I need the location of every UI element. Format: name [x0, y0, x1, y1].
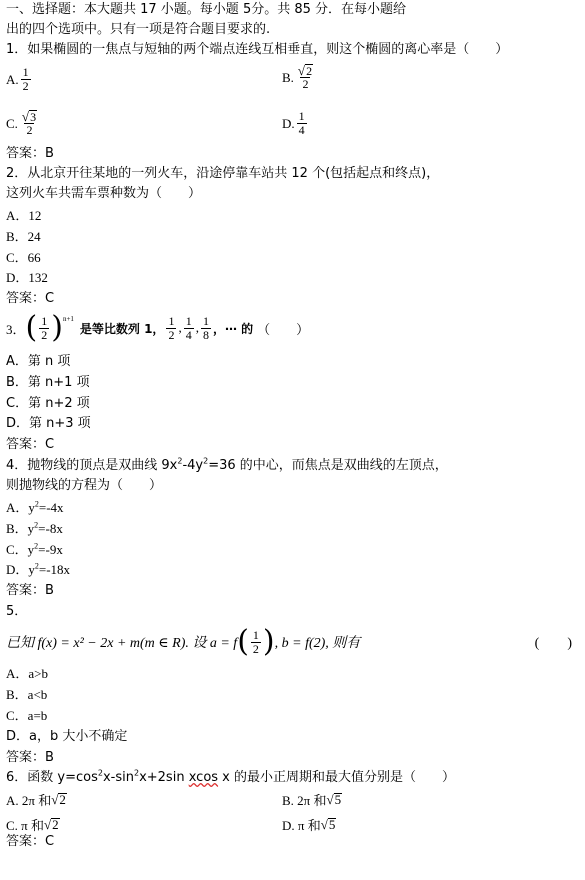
q1-answer: 答案：B [6, 146, 54, 161]
q3-mid-text: 是等比数列 1， [79, 321, 165, 336]
q1-c-denominator: 2 [26, 123, 33, 137]
q5-number: 5． [6, 604, 28, 619]
q3-option-d: D．第 n+3 项 [6, 416, 91, 431]
q6-answer: 答案：C [6, 834, 55, 849]
q5-right-paren: ) [262, 624, 275, 659]
q3-paren: （ ） [257, 322, 310, 338]
q1-stem: 1．如果椭圆的一焦点与短轴的两个端点连线互相垂直，则这个椭圆的离心率是（ ） [6, 42, 509, 57]
q4-option-c: C．$y^2=-9x$ [6, 541, 63, 557]
q1-d-denominator: 4 [298, 123, 305, 137]
q1-option-a [6, 66, 33, 93]
q5-fraction: $\frac{1}{2}$ [252, 627, 259, 656]
q3-exponent: n+1 [62, 315, 74, 323]
q3-tail: ，⋯ 的 [212, 321, 254, 336]
q1-option-d-fraction [297, 110, 307, 137]
q5-formula [6, 624, 576, 659]
q1-option-d [282, 110, 309, 137]
q6-option-b: B. 2π 和 √ 5 [282, 792, 342, 808]
q3-term-1: $\frac{1}{2}$ [168, 313, 175, 342]
q3-option-a: A．第 n 项 [6, 354, 71, 369]
q5-paren: ( ) [534, 636, 572, 651]
q1-b-denominator: 2 [302, 77, 309, 91]
q3-base-fraction: $\frac{1}{2}$ [41, 313, 48, 342]
q5-formula-pre: 已知 f(x) = x² − 2x + m(m ∈ R). 设 a = f [6, 636, 238, 651]
q4-option-a: A．$y^2=-4x$ [6, 499, 64, 515]
q5-option-c: C．a=b [6, 708, 48, 723]
q2-stem-1: 2．从北京开往某地的一列火车，沿途停靠车站共 12 个(包括起点和终点)， [6, 166, 440, 181]
q4-option-b: B．$y^2=-8x$ [6, 520, 63, 536]
q3-option-b: B．第 n+1 项 [6, 375, 90, 390]
q1-option-b-label: B. [282, 69, 294, 85]
q5-option-d: D．a，b 大小不确定 [6, 729, 128, 744]
q1-a-numerator: 1 [22, 65, 29, 79]
q2-option-d: D．132 [6, 270, 48, 285]
q1-option-a-fraction [21, 66, 31, 93]
q6-option-c: C. π 和 √ 2 [6, 817, 59, 833]
q5-option-b: B．a<b [6, 687, 48, 702]
q5-answer: 答案：B [6, 750, 54, 765]
q1-d-numerator: 1 [298, 109, 305, 123]
instructions-line-1: 一、选择题：本大题共 17 小题。每小题 5分。共 85 分．在每小题给 [6, 2, 407, 17]
q1-a-denominator: 2 [22, 79, 29, 93]
q3-term-2: $\frac{1}{4}$ [185, 313, 192, 342]
q6-a-radical: √ 2 [51, 792, 66, 807]
q1-option-b [282, 64, 317, 91]
q4-stem-2: 则抛物线的方程为（ ） [6, 478, 163, 493]
q6-option-d: D. π 和 √ 5 [282, 817, 336, 833]
q1-option-c [6, 110, 41, 137]
q4-answer: 答案：B [6, 583, 54, 598]
q2-option-a: A．12 [6, 208, 42, 223]
q2-option-c: C．66 [6, 250, 41, 265]
q1-option-c-fraction [20, 110, 39, 137]
q6-d-radical: √ 5 [320, 817, 336, 832]
q1-option-a-label: A. [6, 71, 19, 87]
q6-option-a: A. 2π 和 √ 2 [6, 792, 66, 808]
q1-option-d-label: D. [282, 115, 295, 131]
q3-term-3: $\frac{1}{8}$ [202, 313, 209, 342]
q5-formula-post: , b = f(2), 则有 [274, 636, 361, 651]
instructions-line-2: 出的四个选项中。只有一项是符合题目要求的. [6, 22, 271, 37]
q5-left-paren: ( [237, 624, 249, 659]
q1-option-c-label: C. [6, 115, 18, 131]
q5-option-a: A．a>b [6, 666, 48, 681]
q3-number: 3． [6, 321, 26, 337]
q6-c-radical: √ 2 [44, 817, 59, 832]
q4-stem-1: 4．抛物线的顶点是双曲线 $9x^2-4y^2=36$ 的中心，而焦点是双曲线的左顶点， [6, 456, 448, 473]
q2-stem-2: 这列火车共需车票种数为（ ） [6, 186, 202, 201]
q4-option-d: D．$y^2=-18x$ [6, 561, 71, 577]
q6-stem: 6．函数 $y=\cos^2x-\sin^2x+2\sin$ xcos x 的最小正周期和最大值分别是（ ） [6, 768, 456, 785]
q3-stem: 3． ( $\frac{1}{2}$ ) n+1 是等比数列 1， $\frac{1}{2}$ , $\frac{1}{4}$ , $\frac{1}{8}$ ，⋯ 的 （ ） [6, 310, 310, 345]
q2-option-b: B．24 [6, 229, 41, 244]
q3-answer: 答案：C [6, 437, 55, 452]
q2-answer: 答案：C [6, 291, 55, 306]
q1-b-numerator: √ 2 [297, 63, 313, 78]
q3-left-paren: ( [25, 310, 38, 345]
q1-option-b-fraction [296, 64, 315, 91]
q1-c-numerator: √ 3 [21, 109, 37, 124]
q3-right-paren: ) [51, 310, 63, 345]
q3-option-c: C．第 n+2 项 [6, 396, 90, 411]
q6-b-radical: √ 5 [326, 792, 342, 807]
